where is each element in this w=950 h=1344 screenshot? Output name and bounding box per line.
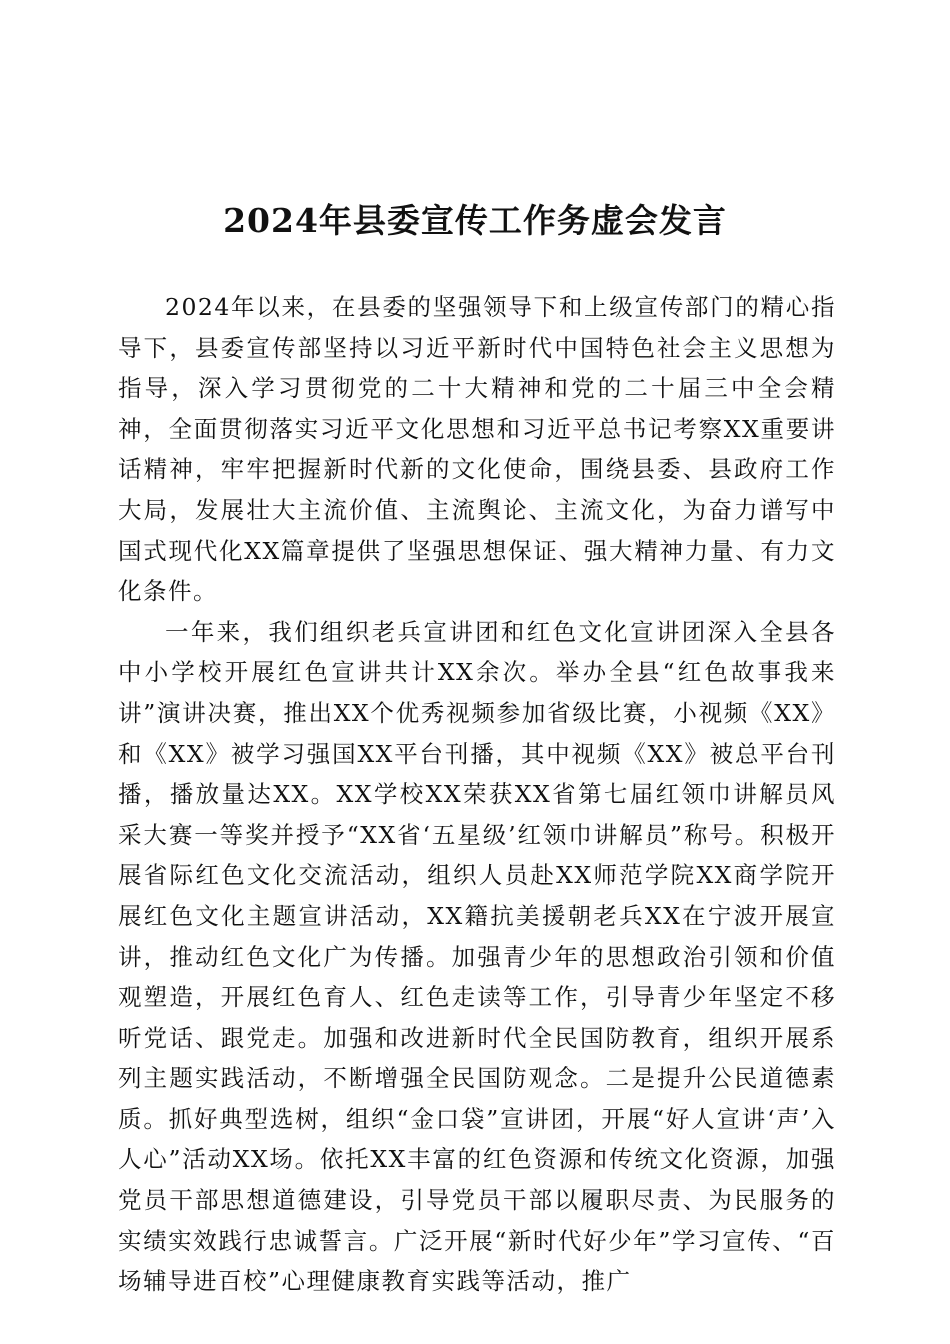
document-title: 2024年县委宣传工作务虚会发言	[223, 201, 727, 240]
document-body	[118, 287, 836, 1302]
paragraph-achievements: 一年来，我们组织老兵宣讲团和红色文化宣讲团深入全县各中小学校开展红色宣讲共计XX余次。举办全县“红色故事我来讲”演讲决赛，推出XX个优秀视频参加省级比赛，小视频《XX》和《XX》被学习强国XX平台刊播，其中视频《XX》被总平台刊播，播放量达XX。XX学校XX荣获XX省第七届红领巾讲解员风采大赛一等奖并授予“XX省‘五星级’红领巾讲解员”称号。积极开展省际红色文化交流活动，组织人员赴XX师范学院XX商学院开展红色文化主题宣讲活动，XX籍抗美援朝老兵XX在宁波开展宣讲，推动红色文化广为传播。加强青少年的思想政治引领和价值观塑造，开展红色育人、红色走读等工作，引导青少年坚定不移听党话、跟党走。加强和改进新时代全民国防教育，组织开展系列主题实践活动，不断增强全民国防观念。二是提升公民道德素质。抓好典型选树，组织“金口袋”宣讲团，开展“好人宣讲‘声’入人心”活动XX场。依托XX丰富的红色资源和传统文化资源，加强党员干部思想道德建设，引导党员干部以履职尽责、为民服务的实绩实效践行忠诚誓言。广泛开展“新时代好少年”学习宣传、“百场辅导进百校”心理健康教育实践等活动，推广	[118, 617, 836, 1296]
paragraph-intro: 2024年以来，在县委的坚强领导下和上级宣传部门的精心指导下，县委宣传部坚持以习近平新时代中国特色社会主义思想为指导，深入学习贯彻党的二十大精神和党的二十届三中全会精神，全面贯彻落实习近平文化思想和习近平总书记考察XX重要讲话精神，牢牢把握新时代新的文化使命，围绕县委、县政府工作大局，发展壮大主流价值、主流舆论、主流文化，为奋力谱写中国式现代化XX篇章提供了坚强思想保证、强大精神力量、有力文化条件。	[118, 293, 836, 606]
